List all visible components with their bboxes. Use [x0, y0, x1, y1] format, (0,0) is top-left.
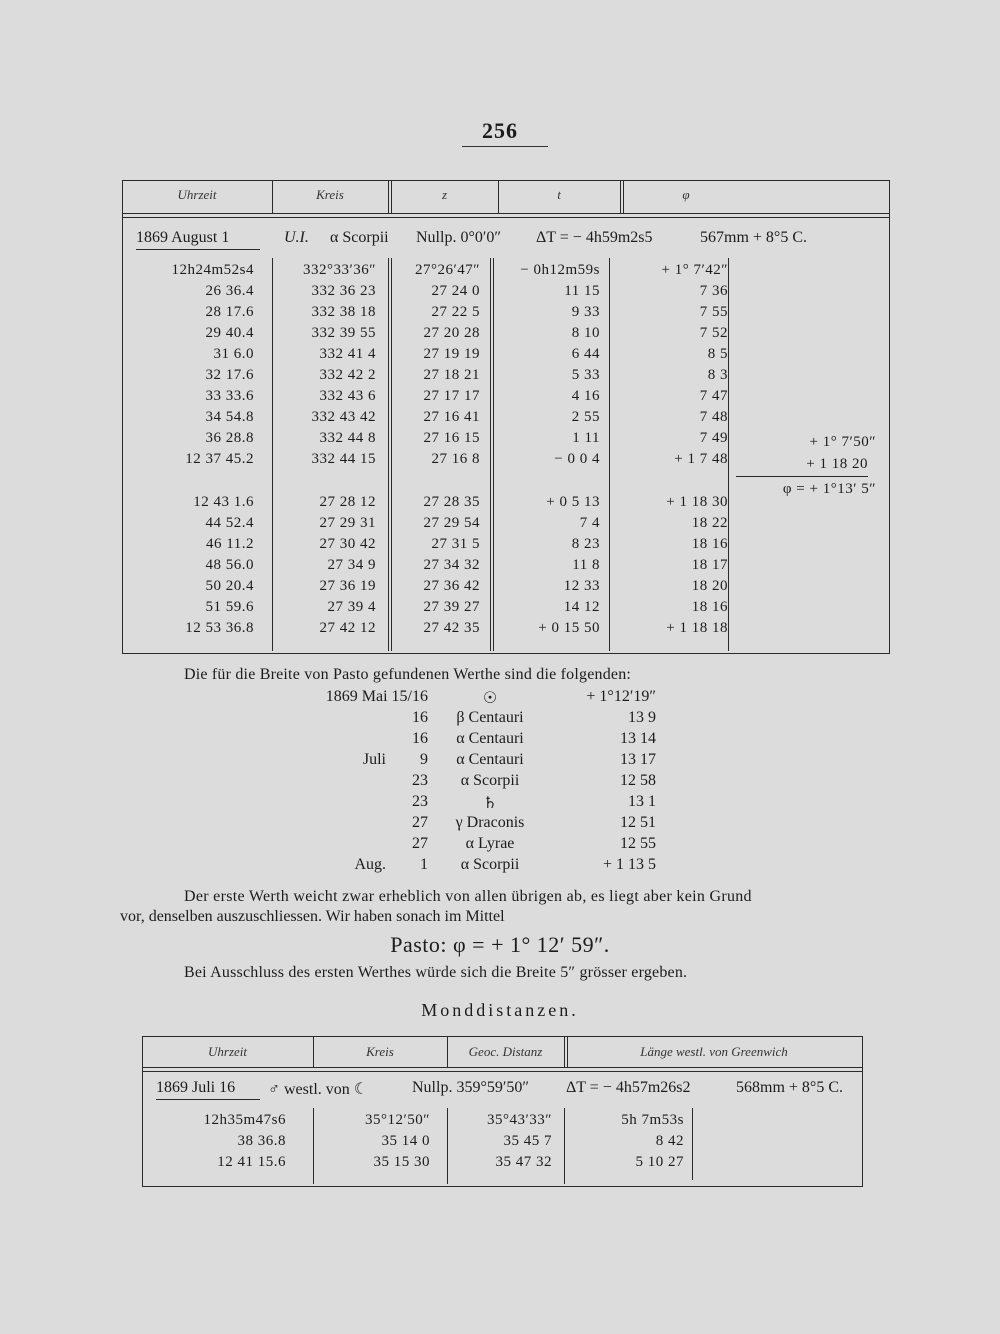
- table2-col-divider: [564, 1036, 565, 1068]
- table1-block1-cell-kreis: 332 44 15: [311, 451, 376, 467]
- latitude-list-day: 1: [420, 856, 428, 873]
- table1-body-divider: [490, 258, 491, 651]
- table1-block1-cell-uhrzeit: 12 37 45.2: [185, 451, 254, 467]
- table1-block2-cell-phi: 18 22: [691, 515, 728, 531]
- table1-block1-cell-t: 9 33: [571, 304, 600, 320]
- latitude-list-month: Aug.: [354, 856, 386, 873]
- table1-header-uhrzeit: Uhrzeit: [177, 187, 217, 202]
- table1-block2-cell-kreis: 27 28 12: [319, 494, 376, 510]
- table1-block2-cell-z: 27 36 42: [423, 578, 480, 594]
- table1-block1-cell-uhrzeit: 34 54.8: [205, 409, 254, 425]
- table1-block1-cell-z: 27 16 8: [431, 451, 480, 467]
- table1-block1-cell-z: 27 20 28: [423, 325, 480, 341]
- table1-block2-cell-uhrzeit: 50 20.4: [205, 578, 254, 594]
- table1-block1-cell-z: 27 24 0: [431, 283, 480, 299]
- table2-nullpoint: Nullp. 359°59′50″: [412, 1079, 530, 1096]
- table2-body-divider: [447, 1108, 448, 1184]
- latitude-list-latitude: + 1 13 5: [602, 856, 656, 873]
- table2-cell-geoc-distanz: 35 47 32: [495, 1154, 552, 1170]
- table1-block1-cell-t: 6 44: [571, 346, 600, 362]
- table2-barometer: 568mm + 8°5 C.: [736, 1079, 843, 1096]
- table2-cell-laenge: 8 42: [655, 1133, 684, 1149]
- intro-text: Die für die Breite von Pasto gefundenen Werthe sind die folgenden:: [184, 666, 632, 683]
- table1-block2-cell-t: 7 4: [579, 515, 600, 531]
- table1-block1-cell-kreis: 332 38 18: [311, 304, 376, 320]
- table1-block1-cell-uhrzeit: 33 33.6: [205, 388, 254, 404]
- table1-block1-cell-phi: 7 55: [699, 304, 728, 320]
- table1-date-underline: [136, 249, 260, 250]
- table2-delta-t: ΔT = − 4h57m26s2: [566, 1079, 691, 1096]
- table2-body-divider: [692, 1108, 693, 1180]
- table1-block1-cell-uhrzeit: 36 28.8: [205, 430, 254, 446]
- pasto-result: Pasto: φ = + 1° 12′ 59″.: [390, 932, 610, 957]
- latitude-list-day: 23: [412, 772, 428, 789]
- table1-body-divider: [609, 258, 610, 651]
- latitude-list-day: 23: [412, 793, 428, 810]
- table1-block2-cell-phi: + 1 18 30: [666, 494, 728, 510]
- table1-block1-cell-kreis: 332 43 42: [311, 409, 376, 425]
- latitude-list-latitude: + 1°12′19″: [586, 688, 656, 705]
- table1-block1-cell-phi: + 1° 7′42″: [661, 262, 728, 278]
- table1-header-rule: [122, 213, 889, 214]
- table1-barometer: 567mm + 8°5 C.: [700, 229, 807, 246]
- table1-block2-cell-z: 27 29 54: [423, 515, 480, 531]
- latitude-list-latitude: 12 55: [620, 835, 656, 852]
- table1-block1-cell-uhrzeit: 12h24m52s4: [171, 262, 254, 278]
- table1-block2-cell-t: 11 8: [572, 557, 600, 573]
- table1-block2-cell-t: 12 33: [563, 578, 600, 594]
- table1-body-divider: [391, 258, 392, 651]
- latitude-list-day: 27: [412, 814, 428, 831]
- table1-block1-cell-phi: 8 5: [707, 346, 728, 362]
- table1-block1-cell-kreis: 332 39 55: [311, 325, 376, 341]
- table2-cell-uhrzeit: 38 36.8: [237, 1133, 286, 1149]
- latitude-list-latitude: 13 14: [620, 730, 656, 747]
- table1-delta-t: ΔT = − 4h59m2s5: [536, 229, 653, 246]
- table1-block2-cell-uhrzeit: 12 53 36.8: [185, 620, 254, 636]
- table1-block1-cell-t: 11 15: [564, 283, 600, 299]
- table1-header-z: z: [441, 187, 448, 202]
- paragraph-1-line-1: Der erste Werth weicht zwar erheblich von allen übrigen ab, es liegt aber kein Grund: [184, 888, 752, 905]
- table1-block1-cell-t: − 0h12m59s: [520, 262, 600, 278]
- table1-date: 1869 August 1: [136, 229, 230, 246]
- table1-block2-cell-kreis: 27 36 19: [319, 578, 376, 594]
- section-heading-monddistanzen: Monddistanzen.: [421, 1000, 579, 1020]
- table1-block2-cell-t: 8 23: [571, 536, 600, 552]
- table1-block1-cell-t: − 0 0 4: [554, 451, 600, 467]
- table1-block2-cell-kreis: 27 29 31: [319, 515, 376, 531]
- table1-header-phi: φ: [682, 187, 690, 202]
- table1-block2-cell-uhrzeit: 48 56.0: [205, 557, 254, 573]
- table1-side-rule: [736, 476, 868, 477]
- latitude-list-object: α Lyrae: [465, 835, 515, 852]
- table1-col-divider: [388, 180, 389, 214]
- table1-block1-cell-uhrzeit: 28 17.6: [205, 304, 254, 320]
- table1-block1-cell-phi: 7 52: [699, 325, 728, 341]
- table1-header-t: t: [557, 187, 561, 202]
- table1-side-mean-2: + 1 18 20: [806, 456, 868, 472]
- table1-block2-cell-phi: + 1 18 18: [666, 620, 728, 636]
- table1-block2-cell-t: + 0 15 50: [538, 620, 600, 636]
- table2-header-rule: [142, 1067, 862, 1068]
- table1-block1-cell-uhrzeit: 29 40.4: [205, 325, 254, 341]
- table1-side-mean-1: + 1° 7′50″: [809, 434, 876, 450]
- table2-cell-kreis: 35 14 0: [381, 1133, 430, 1149]
- table1-block1-cell-z: 27°26′47″: [414, 262, 480, 278]
- table2-description: ♂ westl. von ☾: [268, 1081, 369, 1098]
- table1-body-divider: [728, 258, 729, 651]
- latitude-list-day: 27: [412, 835, 428, 852]
- latitude-list-latitude: 13 9: [628, 709, 656, 726]
- latitude-list-latitude: 13 17: [620, 751, 656, 768]
- table1-block1-cell-t: 8 10: [571, 325, 600, 341]
- latitude-list-latitude: 12 58: [620, 772, 656, 789]
- page-number: 256: [482, 118, 518, 143]
- table1-side-result: φ = + 1°13′ 5″: [782, 481, 876, 497]
- table1-block1-cell-kreis: 332 42 2: [319, 367, 376, 383]
- table1-block2-cell-kreis: 27 34 9: [327, 557, 376, 573]
- table2-header-laenge: Länge westl. von Greenwich: [640, 1044, 788, 1059]
- latitude-list-object: β Centauri: [456, 709, 524, 726]
- table2-cell-laenge: 5 10 27: [635, 1154, 684, 1170]
- table1-header-kreis: Kreis: [316, 187, 344, 202]
- latitude-list-object: γ Draconis: [455, 814, 525, 831]
- table1-block1-cell-t: 5 33: [571, 367, 600, 383]
- table1-block1-cell-kreis: 332 44 8: [319, 430, 376, 446]
- table1-block2-cell-z: 27 34 32: [423, 557, 480, 573]
- table1-block1-cell-t: 2 55: [571, 409, 600, 425]
- latitude-list-day: 16: [412, 730, 428, 747]
- table1-block1-cell-z: 27 19 19: [423, 346, 480, 362]
- table1-body-divider: [272, 258, 273, 651]
- table2-cell-geoc-distanz: 35°43′33″: [486, 1112, 552, 1128]
- table1-block1-cell-uhrzeit: 31 6.0: [213, 346, 254, 362]
- table2-header-geoc-distanz: Geoc. Distanz: [468, 1044, 543, 1059]
- table1-block2-cell-kreis: 27 39 4: [327, 599, 376, 615]
- table1-block2-cell-uhrzeit: 12 43 1.6: [193, 494, 254, 510]
- table1-block1-cell-phi: + 1 7 48: [674, 451, 728, 467]
- table1-block1-cell-phi: 7 36: [699, 283, 728, 299]
- table1-block1-cell-phi: 7 49: [699, 430, 728, 446]
- latitude-list-day: 16: [412, 709, 428, 726]
- table1-block2-cell-uhrzeit: 46 11.2: [206, 536, 254, 552]
- table2-header-rule-2: [142, 1071, 862, 1072]
- paragraph-1-line-2: vor, denselben auszuschliessen. Wir haben sonach im Mittel: [120, 908, 505, 925]
- latitude-list-object: α Centauri: [456, 751, 524, 768]
- table1-col-divider: [620, 180, 621, 214]
- table1-nullpoint: Nullp. 0°0′0″: [416, 229, 502, 246]
- table1-block2-cell-phi: 18 16: [691, 599, 728, 615]
- table1-block2-cell-uhrzeit: 51 59.6: [205, 599, 254, 615]
- table1-body-divider: [493, 258, 494, 651]
- table1-star: α Scorpii: [330, 229, 389, 246]
- latitude-list-object: α Scorpii: [460, 856, 520, 873]
- page-number-rule: [462, 146, 548, 147]
- table1-block1-cell-phi: 7 48: [699, 409, 728, 425]
- table1-block1-cell-t: 4 16: [571, 388, 600, 404]
- table1-block2-cell-z: 27 31 5: [431, 536, 480, 552]
- table1-block2-cell-z: 27 39 27: [423, 599, 480, 615]
- table2-date-underline: [156, 1099, 260, 1100]
- latitude-list-object: α Centauri: [456, 730, 524, 747]
- table1-block2-cell-phi: 18 20: [691, 578, 728, 594]
- table1-ui-label: U.I.: [284, 229, 309, 246]
- table1-block1-cell-z: 27 17 17: [423, 388, 480, 404]
- table1-block2-cell-z: 27 28 35: [423, 494, 480, 510]
- table1-block2-cell-phi: 18 17: [691, 557, 728, 573]
- table2-cell-geoc-distanz: 35 45 7: [503, 1133, 552, 1149]
- table2-cell-kreis: 35°12′50″: [364, 1112, 430, 1128]
- latitude-list-day: 1869 Mai 15/16: [325, 688, 428, 705]
- table1-block1-cell-z: 27 16 41: [423, 409, 480, 425]
- latitude-list-latitude: 12 51: [620, 814, 656, 831]
- paragraph-2: Bei Ausschluss des ersten Werthes würde sich die Breite 5″ grösser ergeben.: [184, 964, 688, 981]
- table1-block1-cell-t: 1 11: [572, 430, 600, 446]
- table1-block2-cell-kreis: 27 42 12: [319, 620, 376, 636]
- table1-block1-cell-z: 27 22 5: [431, 304, 480, 320]
- table1-block1-cell-kreis: 332°33′36″: [302, 262, 376, 278]
- table1-header-rule-2: [122, 217, 889, 218]
- table1-block2-cell-uhrzeit: 44 52.4: [205, 515, 254, 531]
- table2-body-divider: [564, 1108, 565, 1184]
- latitude-list-object: ♄: [482, 795, 498, 812]
- latitude-list-latitude: 13 1: [628, 793, 656, 810]
- table1-block2-cell-t: + 0 5 13: [546, 494, 600, 510]
- table2-body-divider: [313, 1108, 314, 1184]
- table1-block1-cell-kreis: 332 36 23: [311, 283, 376, 299]
- table1-block1-cell-uhrzeit: 32 17.6: [205, 367, 254, 383]
- latitude-list-object: ☉: [482, 690, 498, 707]
- table2-cell-uhrzeit: 12 41 15.6: [217, 1154, 286, 1170]
- table1-block2-cell-kreis: 27 30 42: [319, 536, 376, 552]
- table1-block1-cell-kreis: 332 43 6: [319, 388, 376, 404]
- table1-block1-cell-z: 27 16 15: [423, 430, 480, 446]
- latitude-list-day: 9: [420, 751, 428, 768]
- table1-block2-cell-t: 14 12: [563, 599, 600, 615]
- table2-cell-kreis: 35 15 30: [373, 1154, 430, 1170]
- table2-date: 1869 Juli 16: [156, 1079, 236, 1096]
- table1-body-divider: [388, 258, 389, 651]
- latitude-list-month: Juli: [362, 751, 386, 768]
- table1-block1-cell-uhrzeit: 26 36.4: [205, 283, 254, 299]
- table1-block2-cell-phi: 18 16: [691, 536, 728, 552]
- table2-cell-laenge: 5h 7m53s: [621, 1112, 684, 1128]
- table2-header-uhrzeit: Uhrzeit: [208, 1044, 247, 1059]
- table1-block2-cell-z: 27 42 35: [423, 620, 480, 636]
- table1-block1-cell-phi: 8 3: [707, 367, 728, 383]
- table2-header-kreis: Kreis: [366, 1044, 394, 1059]
- table2-cell-uhrzeit: 12h35m47s6: [203, 1112, 286, 1128]
- table1-block1-cell-phi: 7 47: [699, 388, 728, 404]
- table1-block1-cell-kreis: 332 41 4: [319, 346, 376, 362]
- table1-block1-cell-z: 27 18 21: [423, 367, 480, 383]
- latitude-list-object: α Scorpii: [460, 772, 520, 789]
